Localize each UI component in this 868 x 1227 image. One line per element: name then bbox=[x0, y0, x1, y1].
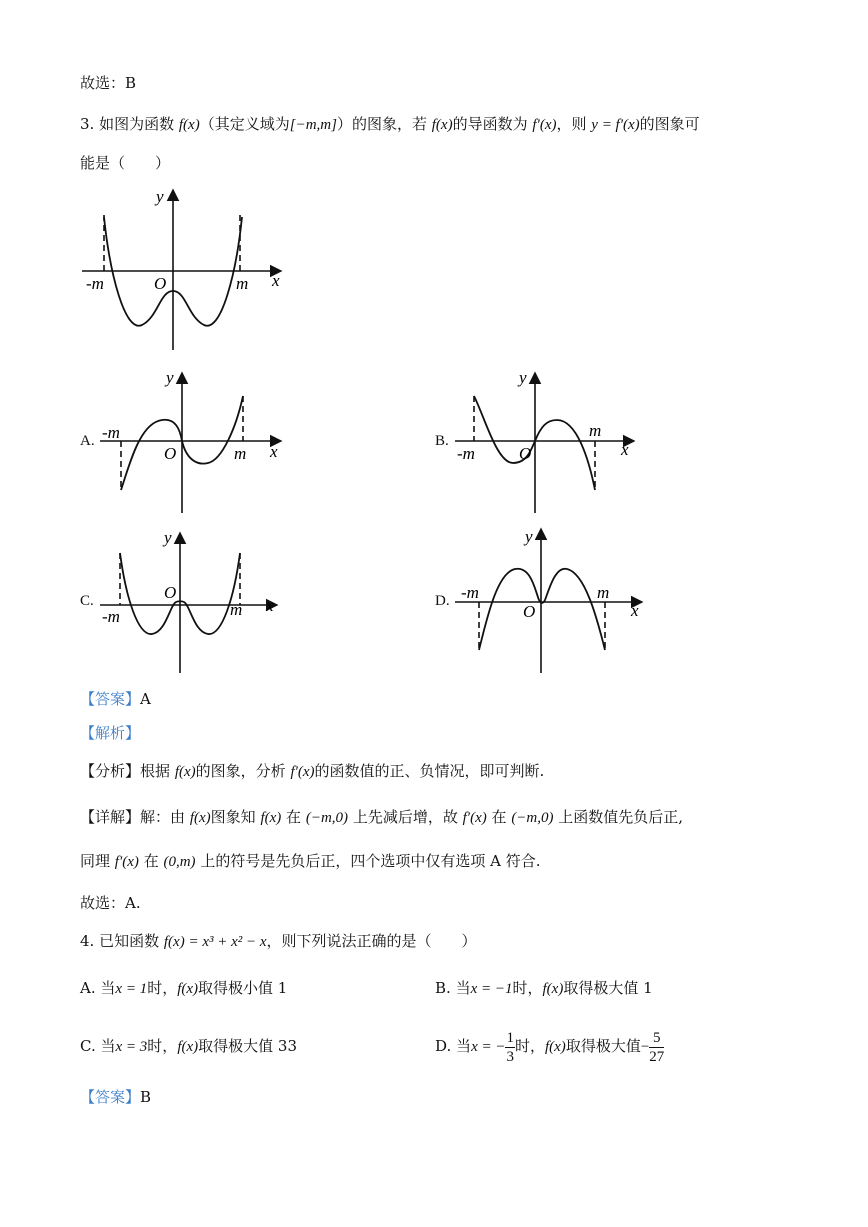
q3-stem-part6: 的图象可 bbox=[639, 115, 700, 133]
origin-label: O bbox=[164, 583, 177, 602]
fenxi-tag: 【分析】 bbox=[80, 762, 141, 780]
origin-label: O bbox=[519, 444, 532, 463]
x-label: x bbox=[266, 596, 274, 615]
y-label: y bbox=[525, 527, 533, 546]
q3-option-a-graph[interactable] bbox=[100, 368, 290, 516]
q3-stem-part2: （其定义域为 bbox=[199, 115, 290, 133]
q3-stem-line2: 能是（ ） bbox=[80, 154, 171, 172]
neg-m-label: -m bbox=[461, 583, 479, 602]
q3-fx: f(x) bbox=[178, 117, 200, 133]
q3-stem-part5: ，则 bbox=[556, 115, 587, 133]
answer-value: B bbox=[140, 1088, 152, 1106]
q3-analysis-tag: 【解析】 bbox=[80, 724, 141, 742]
detail-tag: 【详解】 bbox=[80, 808, 141, 826]
q3-fx-2: f(x) bbox=[431, 117, 453, 133]
y-label: y bbox=[519, 368, 527, 387]
answer-tag: 【答案】 bbox=[80, 690, 141, 708]
answer-tag: 【答案】 bbox=[80, 1088, 141, 1106]
x-label: x bbox=[270, 442, 278, 461]
q3-conclusion: 故选：A. bbox=[80, 894, 141, 912]
q4-stem: 4. 已知函数 f(x) = x³ + x² − x，则下列说法正确的是（ ） bbox=[80, 932, 477, 950]
y-label: y bbox=[164, 528, 172, 547]
q4-answer bbox=[80, 1086, 151, 1108]
q3-fpx: f′(x) bbox=[532, 117, 557, 133]
fraction-one-third: $\frac{1}{3}$ bbox=[506, 1029, 514, 1065]
neg-m-label: -m bbox=[102, 423, 120, 442]
q3-option-b-graph[interactable] bbox=[455, 368, 645, 516]
y-label: y bbox=[166, 368, 174, 387]
q3-y-eq: y = f′(x) bbox=[591, 117, 640, 133]
m-label: m bbox=[230, 600, 243, 619]
q3-option-b-letter: B. bbox=[435, 433, 449, 449]
q4-option-c[interactable]: C. 当x = 3时，f(x)取得极大值 33 bbox=[80, 1037, 297, 1055]
q3-main-graph bbox=[80, 185, 300, 355]
m-label: m bbox=[589, 421, 602, 440]
x-label: x bbox=[631, 601, 639, 620]
q4-formula: f(x) = x³ + x² − x bbox=[163, 934, 267, 950]
q3-domain: [−m,m] bbox=[289, 117, 337, 133]
x-label: x bbox=[272, 271, 280, 290]
prev-conclusion: 故选：B bbox=[80, 74, 137, 92]
neg-m-label: -m bbox=[86, 274, 104, 293]
origin-label: O bbox=[164, 444, 177, 463]
y-label: y bbox=[156, 187, 164, 206]
origin-label: O bbox=[523, 602, 536, 621]
q3-detail-line2: 同理 f′(x) 在 (0,m) 上的符号是先负后正，四个选项中仅有选项 A 符合. bbox=[80, 852, 541, 870]
neg-m-label: -m bbox=[457, 444, 475, 463]
q3-number: 3. bbox=[80, 115, 95, 133]
q3-option-d-letter: D. bbox=[435, 593, 450, 609]
q3-answer bbox=[80, 688, 151, 710]
q3-fenxi: 【分析】根据 f(x)的图象，分析 f′(x)的函数值的正、负情况，即可判断. bbox=[80, 762, 545, 780]
m-label: m bbox=[597, 583, 610, 602]
origin-label: O bbox=[154, 274, 167, 293]
q3-stem-line1 bbox=[80, 113, 700, 136]
q3-option-c-letter: C. bbox=[80, 593, 94, 609]
m-label: m bbox=[236, 274, 249, 293]
q3-stem-part3: ）的图象，若 bbox=[336, 115, 427, 133]
q4-number: 4. bbox=[80, 932, 95, 950]
q3-stem-part1: 如图为函数 bbox=[99, 115, 175, 133]
q3-detail-line1: 【详解】解：由 f(x)图象知 f(x) 在 (−m,0) 上先减后增，故 f′(x) 在 (−m,0) 上函数值先负后正, bbox=[80, 808, 684, 826]
q4-option-b[interactable]: B. 当x = −1时，f(x)取得极大值 1 bbox=[435, 979, 653, 997]
q3-stem-part4: 的导函数为 bbox=[452, 115, 528, 133]
q3-option-d-graph[interactable] bbox=[455, 528, 650, 676]
option-d-curve bbox=[479, 569, 605, 650]
x-label: x bbox=[621, 440, 629, 459]
neg-m-label: -m bbox=[102, 607, 120, 626]
q3-option-c-graph[interactable] bbox=[100, 528, 290, 676]
q3-option-a-letter: A. bbox=[80, 433, 95, 449]
m-label: m bbox=[234, 444, 247, 463]
answer-value: A bbox=[140, 690, 151, 708]
q4-option-a[interactable]: A. 当x = 1时，f(x)取得极小值 1 bbox=[80, 979, 288, 997]
fraction-five-27: $\frac{5}{27}$ bbox=[649, 1029, 665, 1065]
q4-option-d[interactable]: D. 当x = − $\frac{1}{3}$ 时，f(x)取得极大值− $\frac{5}{27}$ bbox=[435, 1029, 665, 1065]
